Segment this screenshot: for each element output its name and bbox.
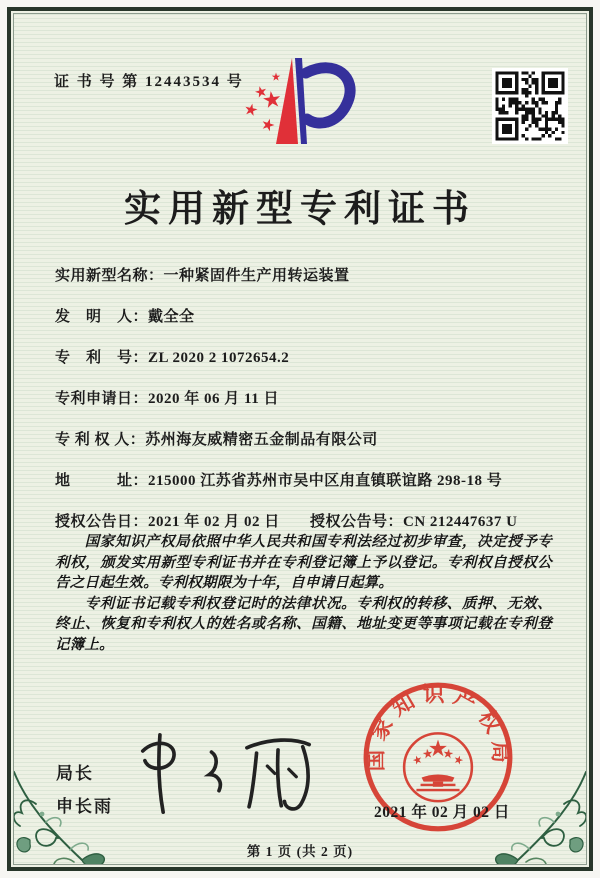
director-signature-icon [119,722,334,824]
star-icon [255,86,266,97]
cnipa-logo-icon [224,54,374,169]
director-name: 申长雨 [56,797,113,816]
corner-flourish-icon [13,770,130,865]
director-title: 局长 [56,764,94,783]
certificate-fields [55,264,560,551]
certificate-inner-border [13,13,587,865]
field-label: 专 利 权 人： [55,432,146,448]
field-filing-date [55,387,560,428]
certificate-title: 实用新型专利证书 [124,189,476,230]
field-label: 专 利 号： [55,350,149,366]
field-value: 215000 江苏省苏州市吴中区甪直镇联谊路 298-18 号 [148,473,503,489]
logo-p-bowl [306,68,350,123]
field-grant-number: 授权公告号：CN 212447637 U [310,514,518,530]
field-patentee [55,428,560,469]
field-value: 戴全全 [148,309,195,325]
field-label: 专利申请日： [55,391,149,407]
logo-red-wedge [276,58,298,144]
legal-paragraph-1: 国家知识产权局依照中华人民共和国专利法经过初步审查，决定授予专利权，颁发实用新型专利证书并在专利登记簿上予以登记。专利权自授权公告之日起生效。专利权期限为十年，自申请日起算。 [55,534,552,591]
national-emblem-icon [404,733,472,801]
star-icon [272,73,281,81]
field-utility-model-name [55,264,560,305]
certificate-number: 证 书 号 第 12443534 号 [54,74,244,90]
field-label: 地 址： [55,473,149,489]
field-patent-number [55,346,560,387]
seal-date: 2021 年 02 月 02 日 [374,804,510,821]
legal-text [55,532,552,655]
field-inventor [55,305,560,346]
star-icon [245,104,257,116]
field-label: 发 明 人： [55,309,149,325]
field-value: 一种紧固件生产用转运装置 [163,268,350,284]
certificate-paper [14,14,586,864]
certificate-border [7,7,593,871]
field-address [55,469,560,510]
legal-paragraph-2: 专利证书记载专利权登记时的法律状况。专利权的转移、质押、无效、终止、恢复和专利权人的姓名或名称、国籍、地址变更等事项记载在专利登记簿上。 [55,595,552,653]
star-icon [263,119,275,131]
field-label: 实用新型名称： [55,268,164,284]
qr-code [492,68,568,144]
seal-text: 国家知识产权局 [363,682,513,772]
page-number: 第 1 页 (共 2 页) [246,844,354,859]
field-value: ZL 2020 2 1072654.2 [148,350,290,366]
field-value: 2020 年 06 月 11 日 [148,391,279,407]
field-value: 苏州海友威精密五金制品有限公司 [145,432,378,448]
field-grant-date: 授权公告日：2021 年 02 月 02 日 [55,514,280,530]
star-icon [263,91,280,108]
